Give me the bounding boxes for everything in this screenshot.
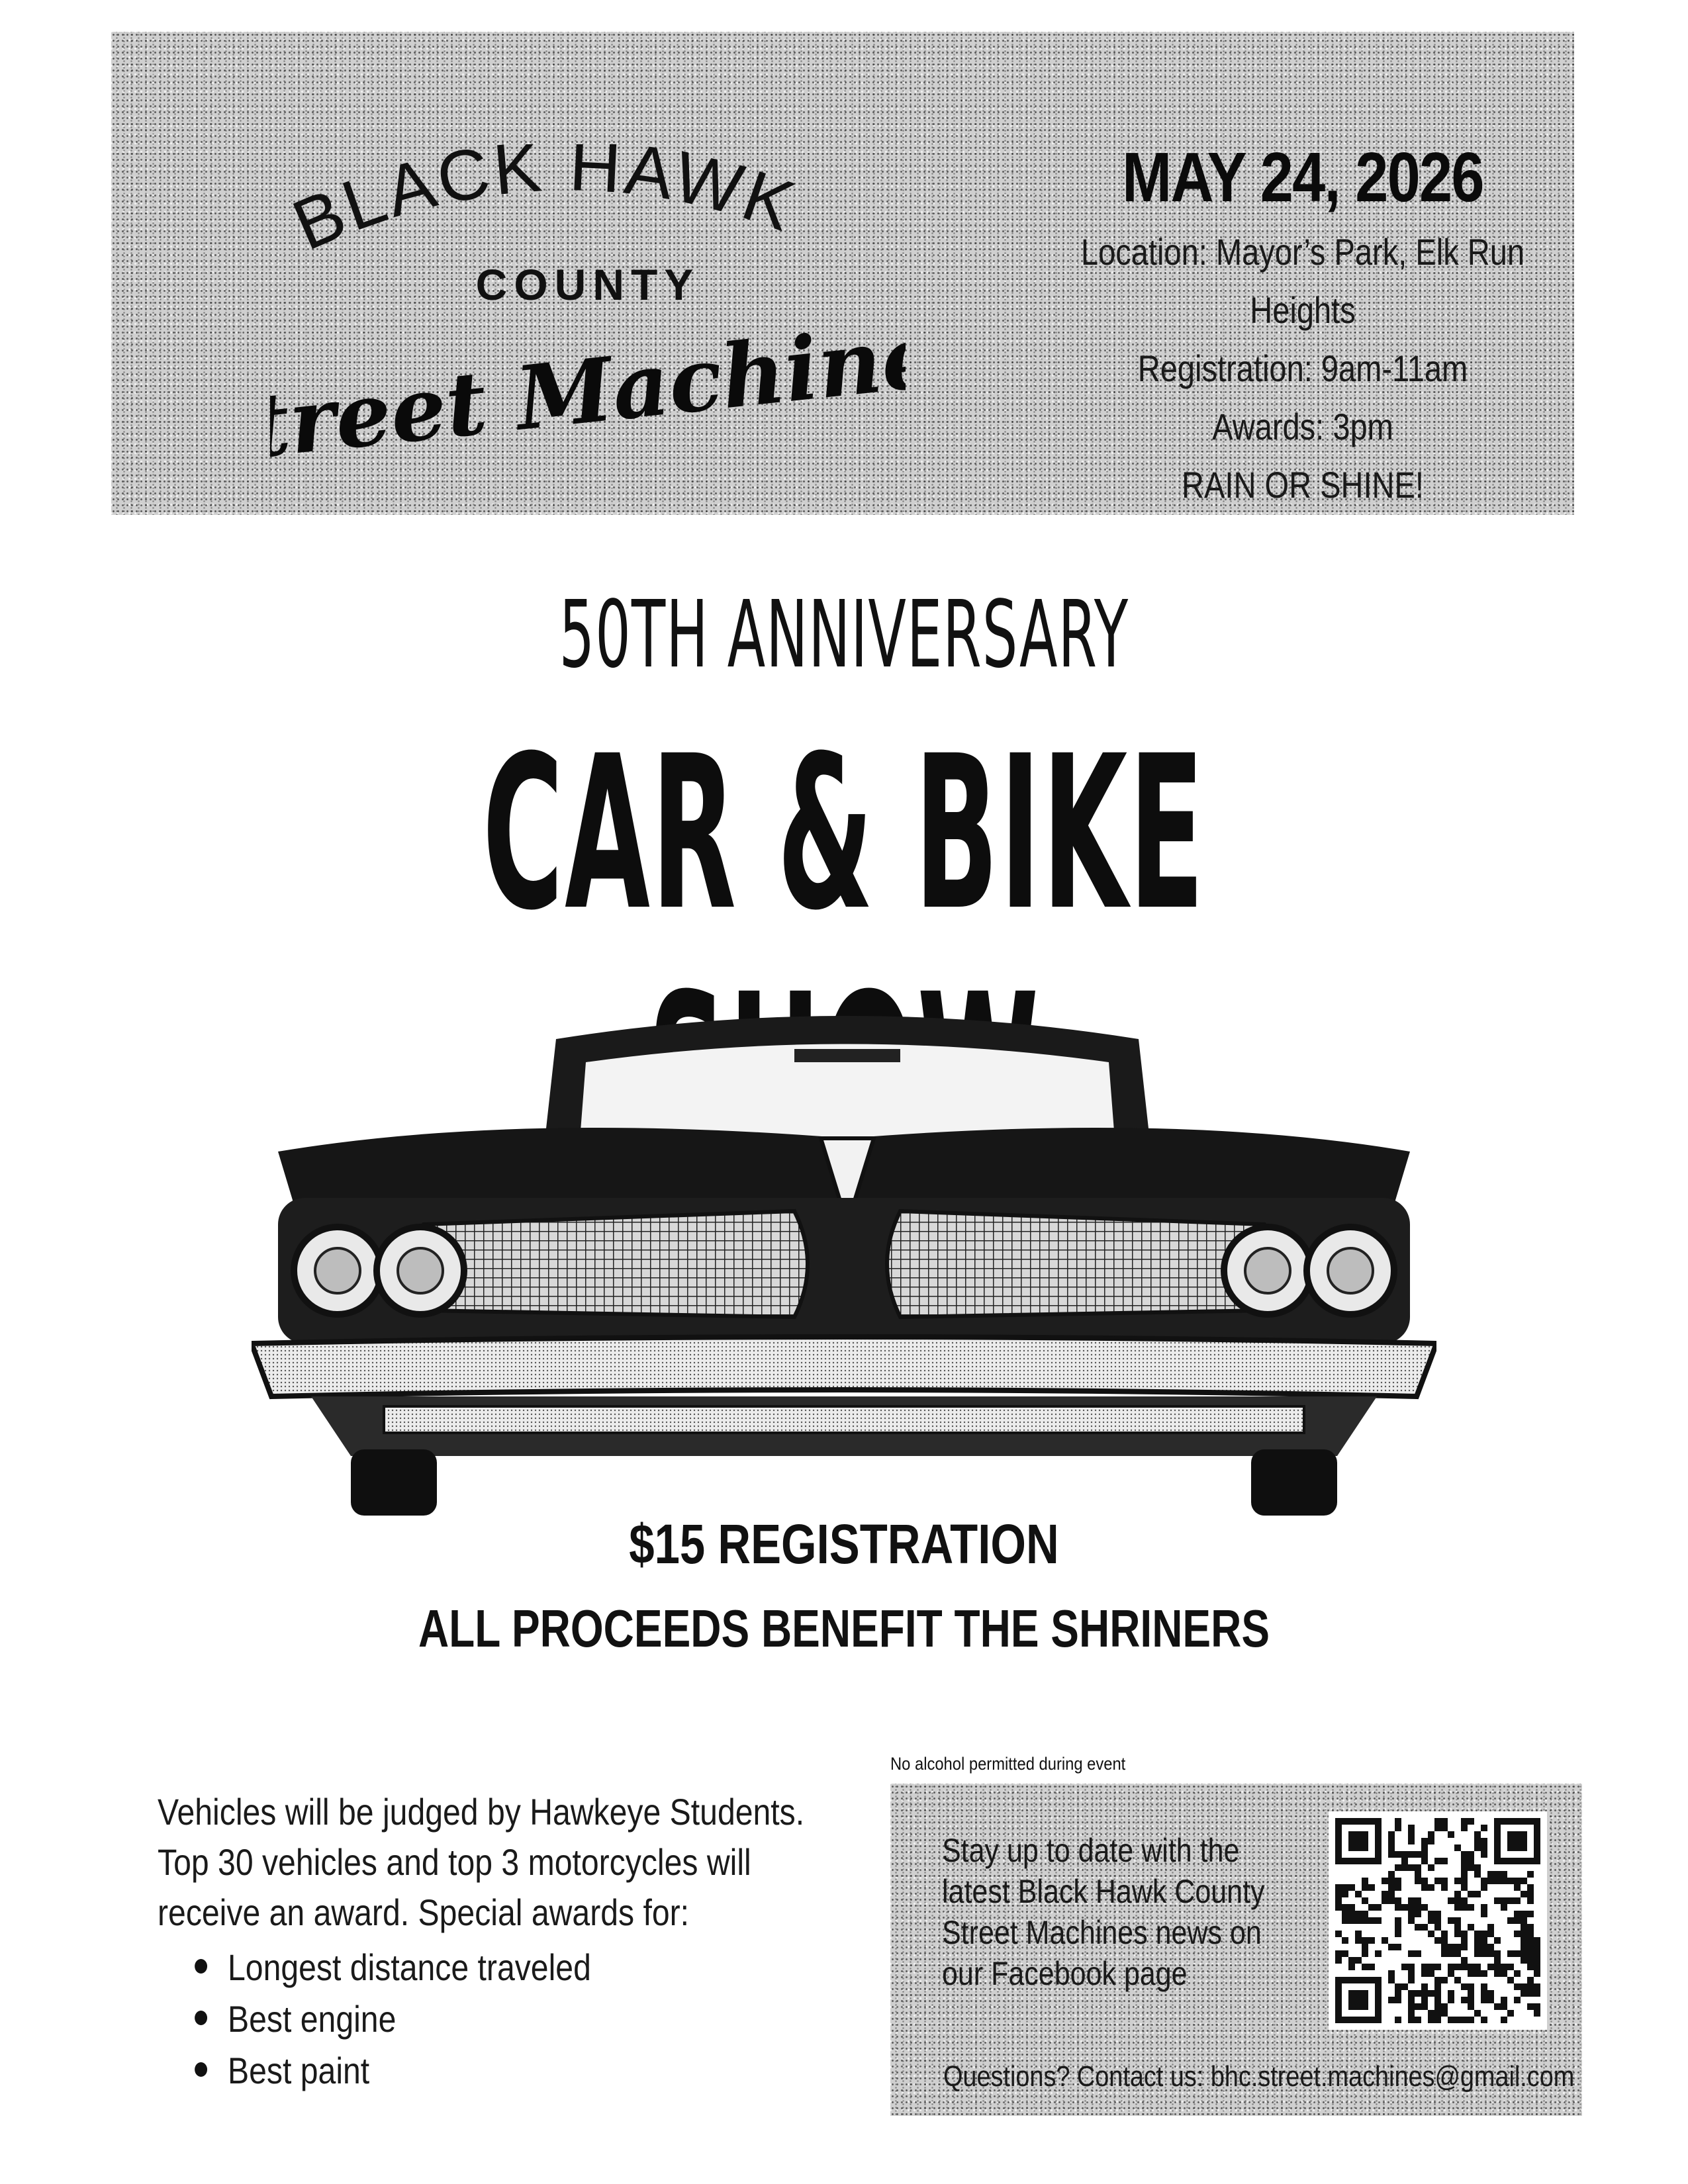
show-title: CAR & BIKE xyxy=(482,711,1206,957)
anniversary-heading: 50TH ANNIVERSARY xyxy=(559,581,1129,689)
registration-fee: $15 REGISTRATION xyxy=(629,1513,1059,1575)
facebook-line: our Facebook page xyxy=(942,1955,1188,1992)
judging-info xyxy=(158,1787,846,2097)
social-panel xyxy=(890,1784,1582,2116)
facebook-line: latest Black Hawk County xyxy=(942,1873,1265,1910)
header-panel xyxy=(111,32,1574,515)
awards-time: Awards: 3pm xyxy=(1212,406,1393,447)
logo-line2: COUNTY xyxy=(475,260,700,309)
special-awards-list xyxy=(158,1942,846,2097)
qr-code-graphic xyxy=(1329,1811,1547,2030)
car-icon xyxy=(252,999,1436,1522)
alcohol-notice: No alcohol permitted during event xyxy=(890,1754,1126,1774)
logo-line3: Street Machines xyxy=(270,299,906,486)
bullet-icon xyxy=(195,2011,207,2025)
list-item: Best paint xyxy=(228,2045,759,2097)
list-item: Longest distance traveled xyxy=(228,1942,759,1993)
classic-car-illustration xyxy=(252,999,1436,1522)
event-date: MAY 24, 2026 xyxy=(1122,138,1483,216)
judging-line: Top 30 vehicles and top 3 motorcycles will xyxy=(158,1841,751,1883)
club-logo xyxy=(270,144,906,488)
judging-line: receive an award. Special awards for: xyxy=(158,1891,690,1933)
logo-line1: BLACK HAWK xyxy=(281,144,807,265)
proceeds-note: ALL PROCEEDS BENEFIT THE SHRINERS xyxy=(418,1599,1270,1658)
list-item: Best engine xyxy=(228,1993,759,2045)
event-details xyxy=(972,138,1634,514)
logo-graphic xyxy=(270,144,906,488)
facebook-line: Stay up to date with the xyxy=(942,1832,1240,1869)
facebook-message xyxy=(942,1830,1284,1994)
judging-line: Vehicles will be judged by Hawkeye Students. xyxy=(158,1791,805,1833)
qr-code-icon[interactable] xyxy=(1329,1811,1547,2030)
event-location: Location: Mayor’s Park, Elk Run Heights xyxy=(1080,231,1525,331)
bullet-icon xyxy=(195,2062,207,2077)
weather-note: RAIN OR SHINE! xyxy=(1182,464,1424,506)
facebook-line: Street Machines news on xyxy=(942,1914,1262,1951)
contact-email: Questions? Contact us: bhc.street.machines@gmail.com xyxy=(943,2060,1575,2093)
bullet-icon xyxy=(195,1959,207,1974)
registration-time: Registration: 9am-11am xyxy=(1137,347,1468,389)
